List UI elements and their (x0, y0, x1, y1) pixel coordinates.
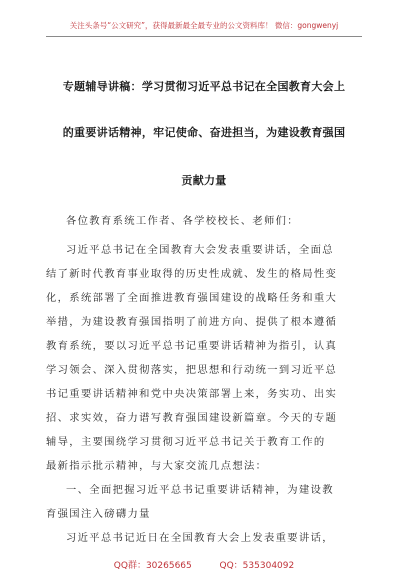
document-title-line-1: 专题辅导讲稿：学习贯彻习近平总书记在全国教育大会上 (62, 80, 346, 93)
footer-qq-number: QQ：535304092 (219, 561, 295, 571)
body-line: 举措，为建设教育强国指明了前进方向、提供了根本遵循 (46, 316, 338, 328)
section-heading-1: 一、全面把握习近平总书记重要讲话精神，为建设教 (66, 484, 334, 496)
body-line: 结了新时代教育事业取得的历史性成就、发生的格局性变 (46, 268, 338, 280)
document-title-line-3: 贡献力量 (181, 174, 227, 187)
body-line: 习近平总书记在全国教育大会发表重要讲话，全面总 (66, 244, 334, 256)
section-heading-1-cont: 育强国注入磅礴力量 (46, 508, 151, 520)
footer-qq-group: QQ群：30265665 (113, 561, 192, 571)
body-line: 化，系统部署了全面推进教育强国建设的战略任务和重大 (46, 292, 338, 304)
body-line: 习近平总书记近日在全国教育大会上发表重要讲话， (66, 532, 334, 544)
page-footer (0, 558, 408, 571)
body-line: 教育系统，要以习近平总书记重要讲话精神为指引，认真 (46, 340, 338, 352)
header-promo-text: 关注头条号“公文研究”，获得最新最全最专业的公文资料库！ 微信：gongwenyj (69, 21, 339, 30)
body-line: 招、求实效，奋力谱写教育强国建设新篇章。今天的专题 (46, 412, 338, 424)
body-line: 最新指示批示精神，与大家交流几点想法： (46, 460, 268, 472)
page-header (46, 18, 362, 37)
body-line: 辅导，主要围绕学习贯彻习近平总书记关于教育工作的 (46, 436, 326, 448)
document-title-line-2: 的重要讲话精神，牢记使命、奋进担当，为建设教育强国 (62, 126, 346, 139)
body-line: 学习领会、深入贯彻落实，把思想和行动统一到习近平总 (46, 364, 338, 376)
body-line: 书记重要讲话精神和党中央决策部署上来，务实功、出实 (46, 388, 338, 400)
body-salutation: 各位教育系统工作者、各学校校长、老师们： (66, 215, 299, 227)
